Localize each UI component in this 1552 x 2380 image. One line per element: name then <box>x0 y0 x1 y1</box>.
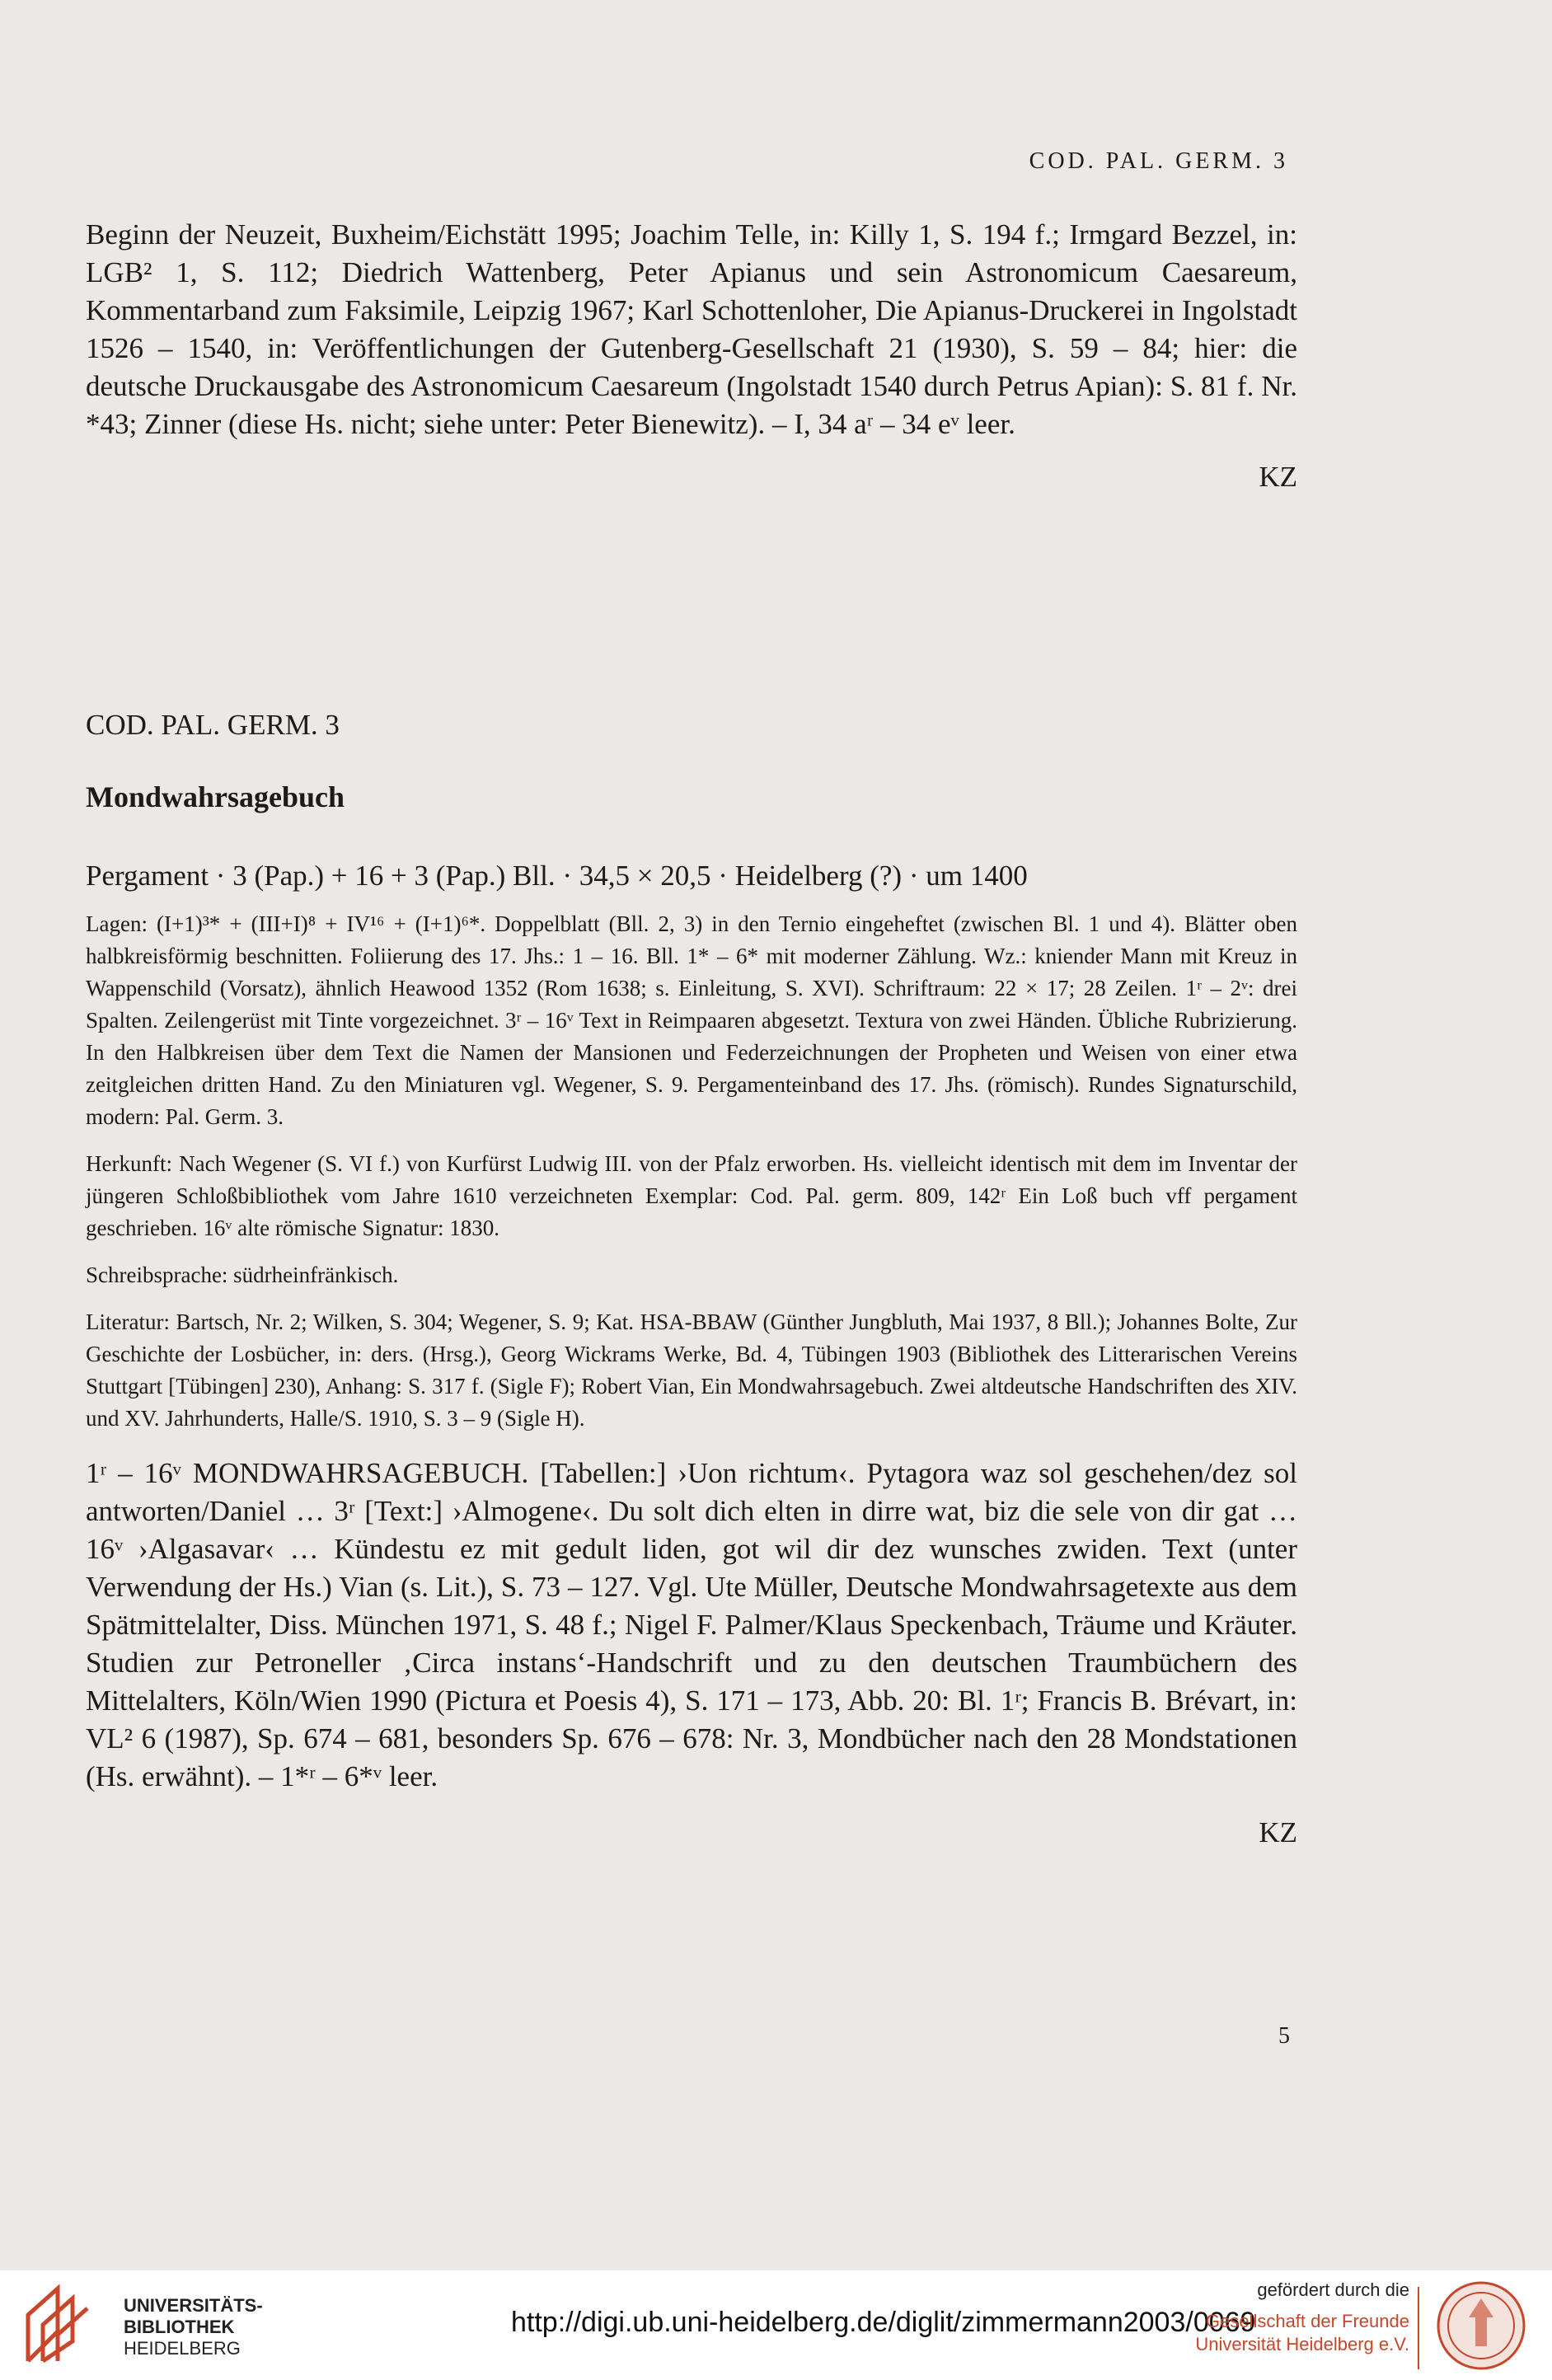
literatur-paragraph: Literatur: Bartsch, Nr. 2; Wilken, S. 304; Wegener, S. 9; Kat. HSA-BBAW (Günther Jungbluth, Mai 1937, 8 Bll.); Johannes Bolte, Zur Geschichte der Losbücher, in: ders. (Hrsg.), Georg Wickrams Werke, Bd. 4, Tübingen 1903 (Bibliothek des Litterarischen Vereins Stuttgart [Tübingen] 230), Anhang: S. 317 f. (Sigle F); Robert Vian, Ein Mondwahrsagebuch. Zwei altdeutsche Handschriften des XIV. und XV. Jahrhunderts, Halle/S. 1910, S. 3 – 9 (Sigle H). <box>86 1309 1297 1431</box>
library-name-line2: BIBLIOTHEK <box>124 2317 235 2337</box>
entry-title: Mondwahrsagebuch <box>86 780 345 813</box>
entry-shelfmark: COD. PAL. GERM. 3 <box>86 709 340 741</box>
permalink-url[interactable]: http://digi.ub.uni-heidelberg.de/diglit/zimmermann2003/0069 <box>511 2307 1256 2338</box>
sponsor-label: gefördert durch die <box>1257 2279 1409 2300</box>
library-name-line3: HEIDELBERG <box>124 2338 241 2359</box>
content-paragraph: 1ʳ – 16ᵛ MONDWAHRSAGEBUCH. [Tabellen:] ›Uon richtum‹. Pytagora waz sol geschehen/dez sol antworten/Daniel … 3ʳ [Text:] ›Almogene‹. Du solt dich elten in dirre wat, biz die sele von dir gat … 16ᵛ ›Algasavar‹ … Kündestu ez mit gedult liden, got wil dir dez wunsches zwiden. Text (unter Verwendung der Hs.) Vian (s. Lit.), S. 73 – 127. Vgl. Ute Müller, Deutsche Mondwahrsagetexte aus dem Spätmittelalter, Diss. München 1971, S. 48 f.; Nigel F. Palmer/Klaus Speckenbach, Träume und Kräuter. Studien zur Petroneller ‚Circa instans‘-Handschrift und zu den deutschen Traumbüchern des Mittelalters, Köln/Wien 1990 (Pictura et Poesis 4), S. 171 – 173, Abb. 20: Bl. 1ʳ; Francis B. Brévart, in: VL² 6 (1987), Sp. 674 – 681, besonders Sp. 676 – 678: Nr. 3, Mondbücher nach den 28 Mondstationen (Hs. erwähnt). – 1*ʳ – 6*ᵛ leer. <box>86 1457 1297 1792</box>
library-name-line1: UNIVERSITÄTS- <box>124 2295 263 2316</box>
physical-description: Pergament · 3 (Pap.) + 16 + 3 (Pap.) Bll. · 34,5 × 20,5 · Heidelberg (?) · um 1400 <box>86 860 1028 892</box>
university-seal-icon <box>1436 2280 1526 2371</box>
page-number: 5 <box>1278 2023 1290 2049</box>
entry-author-signature: KZ <box>1259 1816 1297 1848</box>
library-name <box>124 2295 263 2359</box>
sponsor-block <box>1187 2279 1409 2356</box>
sponsor-org-line1: Gesellschaft der Freunde <box>1205 2311 1409 2331</box>
herkunft-paragraph: Herkunft: Nach Wegener (S. VI f.) von Kurfürst Ludwig III. von der Pfalz erworben. Hs. vielleicht identisch mit dem im Inventar der jüngeren Schloßbibliothek vom Jahre 1610 verzeichneten Exemplar: Cod. Pal. germ. 809, 142ʳ Ein Loß buch vff pergament geschrieben. 16ᵛ alte römische Signatur: 1830. <box>86 1151 1297 1240</box>
running-head: COD. PAL. GERM. 3 <box>1029 148 1288 174</box>
intro-section <box>86 216 1297 496</box>
schreibsprache-paragraph: Schreibsprache: südrheinfränkisch. <box>86 1263 399 1287</box>
entry-body <box>86 857 1297 1852</box>
entry-header <box>86 709 1297 814</box>
intro-paragraph: Beginn der Neuzeit, Buxheim/Eichstätt 1995; Joachim Telle, in: Killy 1, S. 194 f.; Irmgard Bezzel, in: LGB² 1, S. 112; Diedrich Wattenberg, Peter Apianus und sein Astronomicum Caesareum, Kommentarband zum Faksimile, Leipzig 1967; Karl Schottenloher, Die Apianus-Druckerei in Ingolstadt 1526 – 1540, in: Veröffentlichungen der Gutenberg-Gesellschaft 21 (1930), S. 59 – 84; hier: die deutsche Druckausgabe des Astronomicum Caesareum (Ingolstadt 1540 durch Petrus Apian): S. 81 f. Nr. *43; Zinner (diese Hs. nicht; siehe unter: Peter Bienewitz). – I, 34 aʳ – 34 eᵛ leer. <box>86 218 1297 440</box>
footer-bar <box>0 2270 1552 2380</box>
footer-divider <box>1418 2287 1419 2369</box>
sponsor-org-line2: Universität Heidelberg e.V. <box>1195 2334 1409 2354</box>
intro-author-signature: KZ <box>1259 461 1297 493</box>
lagen-paragraph: Lagen: (I+1)³* + (III+I)⁸ + IV¹⁶ + (I+1)⁶*. Doppelblatt (Bll. 2, 3) in den Ternio eingeheftet (zwischen Bl. 1 und 4). Blätter oben halbkreisförmig beschnitten. Foliierung des 17. Jhs.: 1 – 16. Bll. 1* – 6* mit moderner Zählung. Wz.: kniender Mann mit Kreuz in Wappenschild (Vorsatz), ähnlich Heawood 1352 (Rom 1638; s. Einleitung, S. XVI). Schriftraum: 22 × 17; 28 Zeilen. 1ʳ – 2ᵛ: drei Spalten. Zeilengerüst mit Tinte vorgezeichnet. 3ʳ – 16ᵛ Text in Reimpaaren abgesetzt. Textura von zwei Händen. Übliche Rubrizierung. In den Halbkreisen über dem Text die Namen der Mansionen und Federzeichnungen der Propheten und Weisen von einer etwa zeitgleichen dritten Hand. Zu den Miniaturen vgl. Wegener, S. 9. Pergamenteinband des 17. Jhs. (römisch). Rundes Signaturschild, modern: Pal. Germ. 3. <box>86 911 1297 1129</box>
library-logo-icon <box>18 2282 101 2368</box>
